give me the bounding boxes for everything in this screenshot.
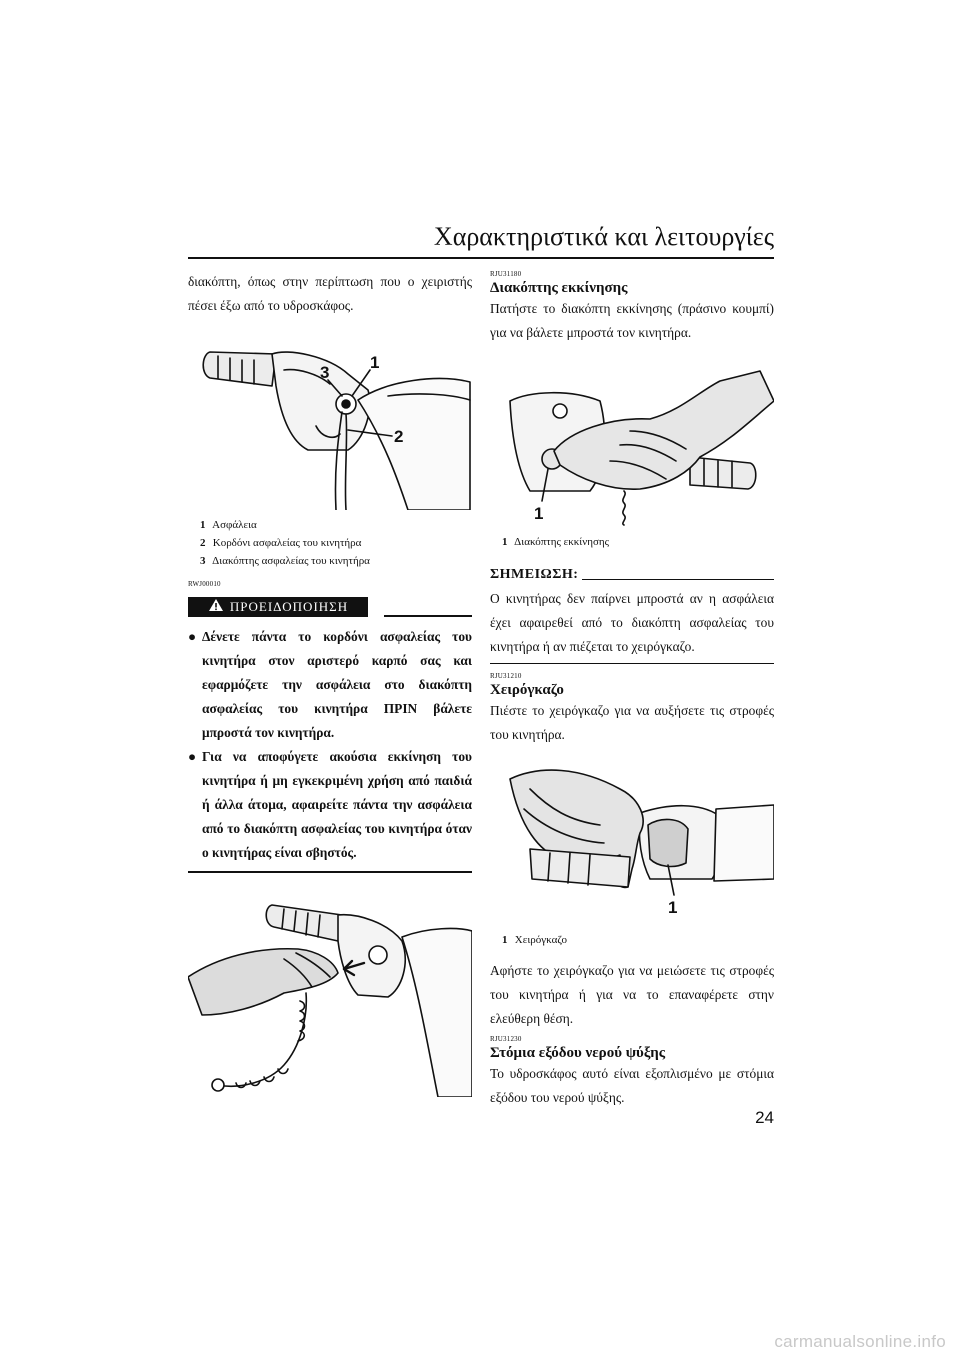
warning-list — [188, 625, 472, 865]
note-paragraph: Ο κινητήρας δεν παίρνει μπροστά αν η ασφάλεια έχει αφαιρεθεί από το διακόπτη ασφαλείας του κινητήρα ή αν πιέζεται το χειρόγκαζο. — [490, 591, 774, 654]
note-rule — [582, 579, 774, 580]
callout-2: 2 — [394, 427, 404, 446]
page-number: 24 — [755, 1108, 774, 1127]
warning-header — [188, 591, 472, 621]
section-heading-start-switch: Διακόπτης εκκίνησης — [490, 280, 628, 296]
intro-paragraph: διακόπτη, όπως στην περίπτωση που ο χειριστής πέσει έξω από το υδροσκάφος. — [188, 274, 472, 313]
wrist-lanyard-illustration — [188, 897, 472, 1097]
section-heading-throttle: Χειρόγκαζο — [490, 682, 564, 698]
throttle-paragraph: Πιέστε το χειρόγκαζο για να αυξήσετε τις στροφές του κινητήρα. — [490, 703, 774, 742]
warning-end-rule — [188, 871, 472, 873]
warning-triangle-icon — [208, 598, 224, 616]
page-title: Χαρακτηριστικά και λειτουργίες — [433, 222, 774, 251]
note-label: ΣΗΜΕΙΩΣΗ: — [490, 567, 579, 582]
page-header — [188, 222, 774, 258]
warning-item: ● Δένετε πάντα το κορδόνι ασφαλείας του κινητήρα στον αριστερό καρπό σας και εφαρμόζετε την ασφάλεια στο διακόπτη ασφαλείας του κινητήρα ΠΡΙΝ βάλετε μπροστά τον κινητήρα. — [188, 625, 472, 745]
lanyard-illustration — [188, 330, 472, 510]
figure3-captions — [490, 931, 774, 949]
figure-safety-lanyard — [188, 330, 472, 510]
warning-code: RWJ00010 — [188, 580, 221, 588]
callout-1: 1 — [534, 504, 544, 523]
warning-label-box — [188, 597, 368, 617]
start-switch-illustration — [490, 361, 774, 531]
section-heading-cooling-outlet: Στόμια εξόδου νερού ψύξης — [490, 1045, 666, 1061]
watermark: carmanualsonline.info — [774, 1332, 946, 1351]
header-rule — [188, 257, 774, 259]
caption-item: 1 Χειρόγκαζο — [502, 934, 567, 946]
note-header — [490, 565, 774, 587]
section-code: RJU31230 — [490, 1035, 522, 1043]
figure-start-switch — [490, 361, 774, 531]
warning-item: ● Για να αποφύγετε ακούσια εκκίνηση του κινητήρα ή μη εγκεκριμένη χρήση από παιδιά ή άλλα άτομα, αφαιρείτε πάντα την ασφάλεια από το διακόπτη ασφαλείας του κινητήρα όταν ο κινητήρας είναι σβηστός. — [188, 745, 472, 865]
callout-3: 3 — [320, 363, 330, 382]
caption-item: 2 Κορδόνι ασφαλείας του κινητήρα — [200, 537, 362, 549]
throttle-illustration — [490, 759, 774, 929]
figure-throttle — [490, 759, 774, 929]
right-column — [490, 270, 774, 1110]
caption-item: 1 Διακόπτης εκκίνησης — [502, 536, 610, 548]
section-code: RJU31180 — [490, 270, 522, 278]
callout-1: 1 — [370, 353, 380, 372]
callout-1: 1 — [668, 898, 678, 917]
figure1-captions — [188, 516, 472, 570]
warning-label: ΠΡΟΕΙΔΟΠΟΙΗΣΗ — [229, 599, 349, 614]
note-end-rule — [490, 663, 774, 664]
caption-item: 3 Διακόπτης ασφαλείας του κινητήρα — [200, 555, 370, 567]
figure-lanyard-wrist — [188, 897, 472, 1097]
figure2-captions — [490, 533, 774, 551]
left-column — [188, 270, 472, 1097]
bullet-icon: ● — [188, 629, 197, 644]
cooling-outlet-paragraph: Το υδροσκάφος αυτό είναι εξοπλισμένο με στόμια εξόδου του νερού ψύξης. — [490, 1066, 774, 1105]
bullet-icon: ● — [188, 749, 197, 764]
start-switch-paragraph: Πατήστε το διακόπτη εκκίνησης (πράσινο κουμπί) για να βάλετε μπροστά τον κινητήρα. — [490, 301, 774, 340]
warning-rule — [384, 615, 472, 617]
caption-item: 1 Ασφάλεια — [200, 519, 257, 531]
section-code: RJU31210 — [490, 672, 522, 680]
throttle-release-paragraph: Αφήστε το χειρόγκαζο για να μειώσετε τις στροφές του κινητήρα ή για να το επαναφέρετε στην ελεύθερη θέση. — [490, 963, 774, 1026]
